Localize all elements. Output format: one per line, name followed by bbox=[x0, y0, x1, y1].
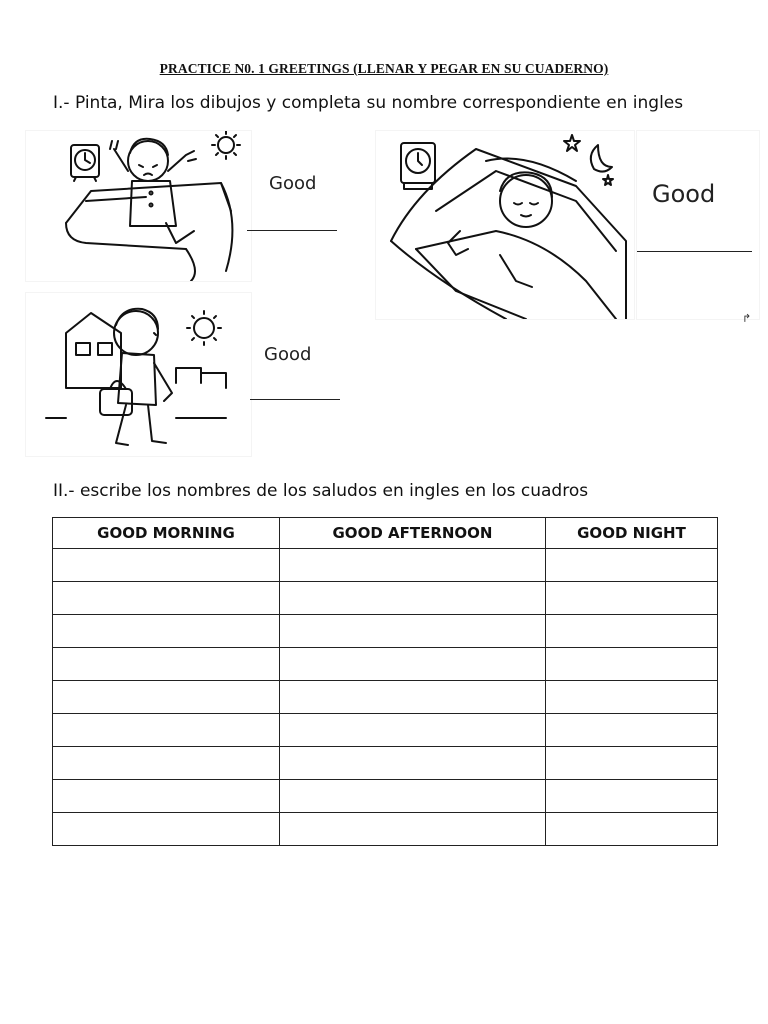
table-row bbox=[53, 582, 718, 615]
answer-cell[interactable] bbox=[280, 582, 546, 615]
table-row bbox=[53, 747, 718, 780]
answer-cell[interactable] bbox=[280, 681, 546, 714]
column-header-good-afternoon: GOOD AFTERNOON bbox=[280, 518, 546, 549]
section-2-instruction: II.- escribe los nombres de los saludos en ingles en los cuadros bbox=[53, 481, 589, 501]
answer-cell[interactable] bbox=[53, 714, 280, 747]
good-label-1: Good bbox=[269, 173, 317, 194]
good-label-2: Good bbox=[652, 180, 716, 208]
answer-cell[interactable] bbox=[546, 615, 718, 648]
answer-cell[interactable] bbox=[546, 714, 718, 747]
answer-cell[interactable] bbox=[53, 747, 280, 780]
table-row bbox=[53, 813, 718, 846]
answer-cell[interactable] bbox=[280, 747, 546, 780]
answer-cell[interactable] bbox=[53, 648, 280, 681]
boy-waking-up-icon bbox=[25, 130, 252, 282]
answer-cell[interactable] bbox=[546, 780, 718, 813]
answer-cell[interactable] bbox=[546, 648, 718, 681]
answer-cell[interactable] bbox=[53, 615, 280, 648]
answer-cell[interactable] bbox=[546, 549, 718, 582]
answer-cell[interactable] bbox=[546, 813, 718, 846]
table-row bbox=[53, 648, 718, 681]
answer-cell[interactable] bbox=[280, 615, 546, 648]
blank-panel bbox=[636, 130, 760, 320]
answer-cell[interactable] bbox=[280, 648, 546, 681]
table-header-row bbox=[53, 518, 718, 549]
answer-cell[interactable] bbox=[53, 780, 280, 813]
answer-cell[interactable] bbox=[280, 549, 546, 582]
answer-cell[interactable] bbox=[280, 780, 546, 813]
answer-cell[interactable] bbox=[53, 582, 280, 615]
answer-cell[interactable] bbox=[546, 747, 718, 780]
column-header-good-night: GOOD NIGHT bbox=[546, 518, 718, 549]
answer-blank-2[interactable] bbox=[637, 251, 752, 252]
table-row bbox=[53, 615, 718, 648]
answer-cell[interactable] bbox=[53, 813, 280, 846]
boy-walking-to-school-icon bbox=[25, 292, 252, 457]
section-1-instruction: I.- Pinta, Mira los dibujos y completa su nombre correspondiente en ingles bbox=[53, 93, 684, 113]
answer-cell[interactable] bbox=[280, 813, 546, 846]
table-row bbox=[53, 549, 718, 582]
answer-cell[interactable] bbox=[53, 549, 280, 582]
good-label-3: Good bbox=[264, 344, 312, 365]
column-header-good-morning: GOOD MORNING bbox=[53, 518, 280, 549]
table-row bbox=[53, 681, 718, 714]
corner-arrow-icon: ↱ bbox=[742, 312, 752, 325]
table-row bbox=[53, 714, 718, 747]
answer-blank-3[interactable] bbox=[250, 399, 340, 400]
answer-cell[interactable] bbox=[280, 714, 546, 747]
boy-sleeping-icon bbox=[375, 130, 635, 320]
table-row bbox=[53, 780, 718, 813]
answer-cell[interactable] bbox=[53, 681, 280, 714]
table-body bbox=[53, 549, 718, 846]
answer-cell[interactable] bbox=[546, 582, 718, 615]
worksheet-title: PRACTICE N0. 1 GREETINGS (LLENAR Y PEGAR EN SU CUADERNO) bbox=[159, 61, 609, 76]
greetings-table bbox=[52, 517, 718, 846]
answer-blank-1[interactable] bbox=[247, 230, 337, 231]
answer-cell[interactable] bbox=[546, 681, 718, 714]
